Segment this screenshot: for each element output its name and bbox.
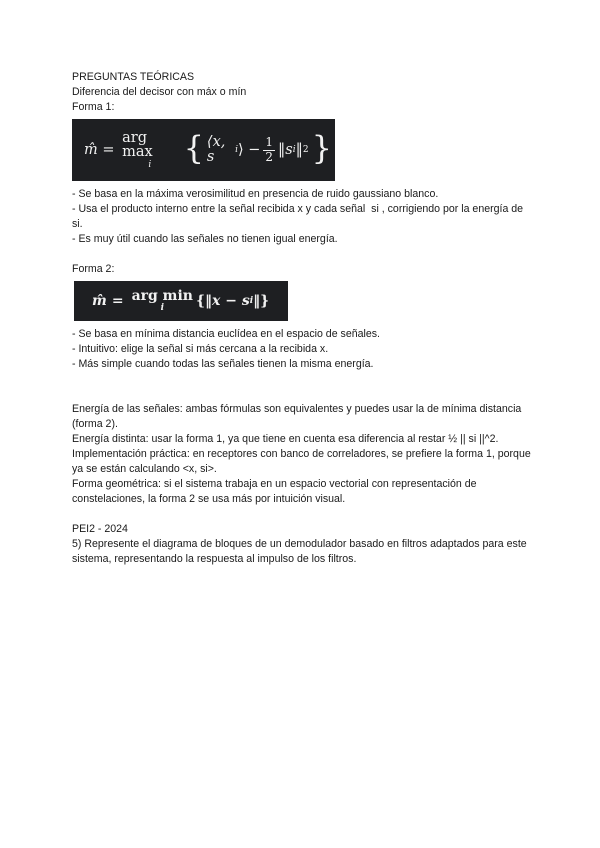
formula2-body-close: ‖ [253,292,261,309]
formula2-right-brace: } [260,292,270,309]
formula1-lhs: m̂ [84,141,98,158]
note-paragraph: Forma geométrica: si el sistema trabaja en un espacio vectorial con representación de constelaciones, la forma 2 se usa más por intuición visual. [72,478,480,505]
forma1-bullet: - Es muy útil cuando las señales no tienen igual energía. [72,233,338,245]
formula1-left-brace: { [183,129,204,167]
exam-question: 5) Represente el diagrama de bloques de un demodulador basado en filtros adaptados para este sistema, representando la respuesta al impulso de los filtros. [72,538,530,565]
formula1-fraction [263,136,275,163]
forma2-bullet: - Intuitivo: elige la señal si más cercana a la recibida x. [72,343,329,355]
formula1-frac-den: 2 [265,149,274,164]
forma2-bullet: - Más simple cuando todas las señales tienen la misma energía. [72,358,374,370]
document-page [72,70,532,567]
forma1-label: Forma 1: [72,101,115,113]
forma1-formula-image [72,119,335,181]
formula1-argmax-sub: i [148,159,152,170]
formula2-equals: = [111,292,124,309]
forma2-label: Forma 2: [72,263,115,275]
forma1-bullet: - Usa el producto interno entre la señal recibida x y cada señal si , corrigiendo por la energía de si. [72,203,527,230]
section-subheading: Diferencia del decisor con máx o mín [72,86,247,98]
formula1-equals: = [102,141,115,158]
formula1-frac-num: 1 [265,135,274,150]
formula1-norm-sub: i [292,144,296,155]
formula1-minus: − [248,141,261,158]
formula2-argmin [132,289,193,313]
formula1-norm: ‖s [278,141,293,158]
forma1-bullet: - Se basa en la máxima verosimilitud en presencia de ruido gaussiano blanco. [72,188,439,200]
formula2-argmin-sub: i [160,303,164,313]
formula2-left-brace: { [195,292,205,309]
formula1-inner-close: ⟩ [237,141,244,158]
formula1-power: 2 [302,144,309,155]
note-paragraph: Energía distinta: usar la forma 1, ya que tiene en cuenta esa diferencia al restar ½ || si ||^2. [72,433,499,445]
formula1-right-brace: } [311,129,332,167]
formula1-norm-close: ‖ [295,141,303,158]
formula2-body-sub: i [249,295,254,306]
formula2-body: ‖x − s [205,292,250,309]
formula2-argmin-text: arg min [131,288,193,304]
formula1-argmax-text: arg max [122,129,153,160]
forma2-bullet: - Se basa en mínima distancia euclídea en el espacio de señales. [72,328,380,340]
section-heading: PREGUNTAS TEÓRICAS [72,71,195,83]
formula1-inner-product: ⟨x, s [206,134,226,165]
note-paragraph: Implementación práctica: en receptores con banco de correladores, se prefiere la forma 1, porque ya se están calculando <x, si>. [72,448,534,475]
forma2-formula-image [74,281,288,321]
formula2-lhs: m̂ [92,292,107,309]
formula1-inner-sub: i [235,144,238,155]
note-paragraph: Energía de las señales: ambas fórmulas son equivalentes y puedes usar la de mínima distancia (forma 2). [72,403,525,430]
exam-title: PEI2 - 2024 [72,523,128,535]
formula1-argmax [122,131,177,170]
